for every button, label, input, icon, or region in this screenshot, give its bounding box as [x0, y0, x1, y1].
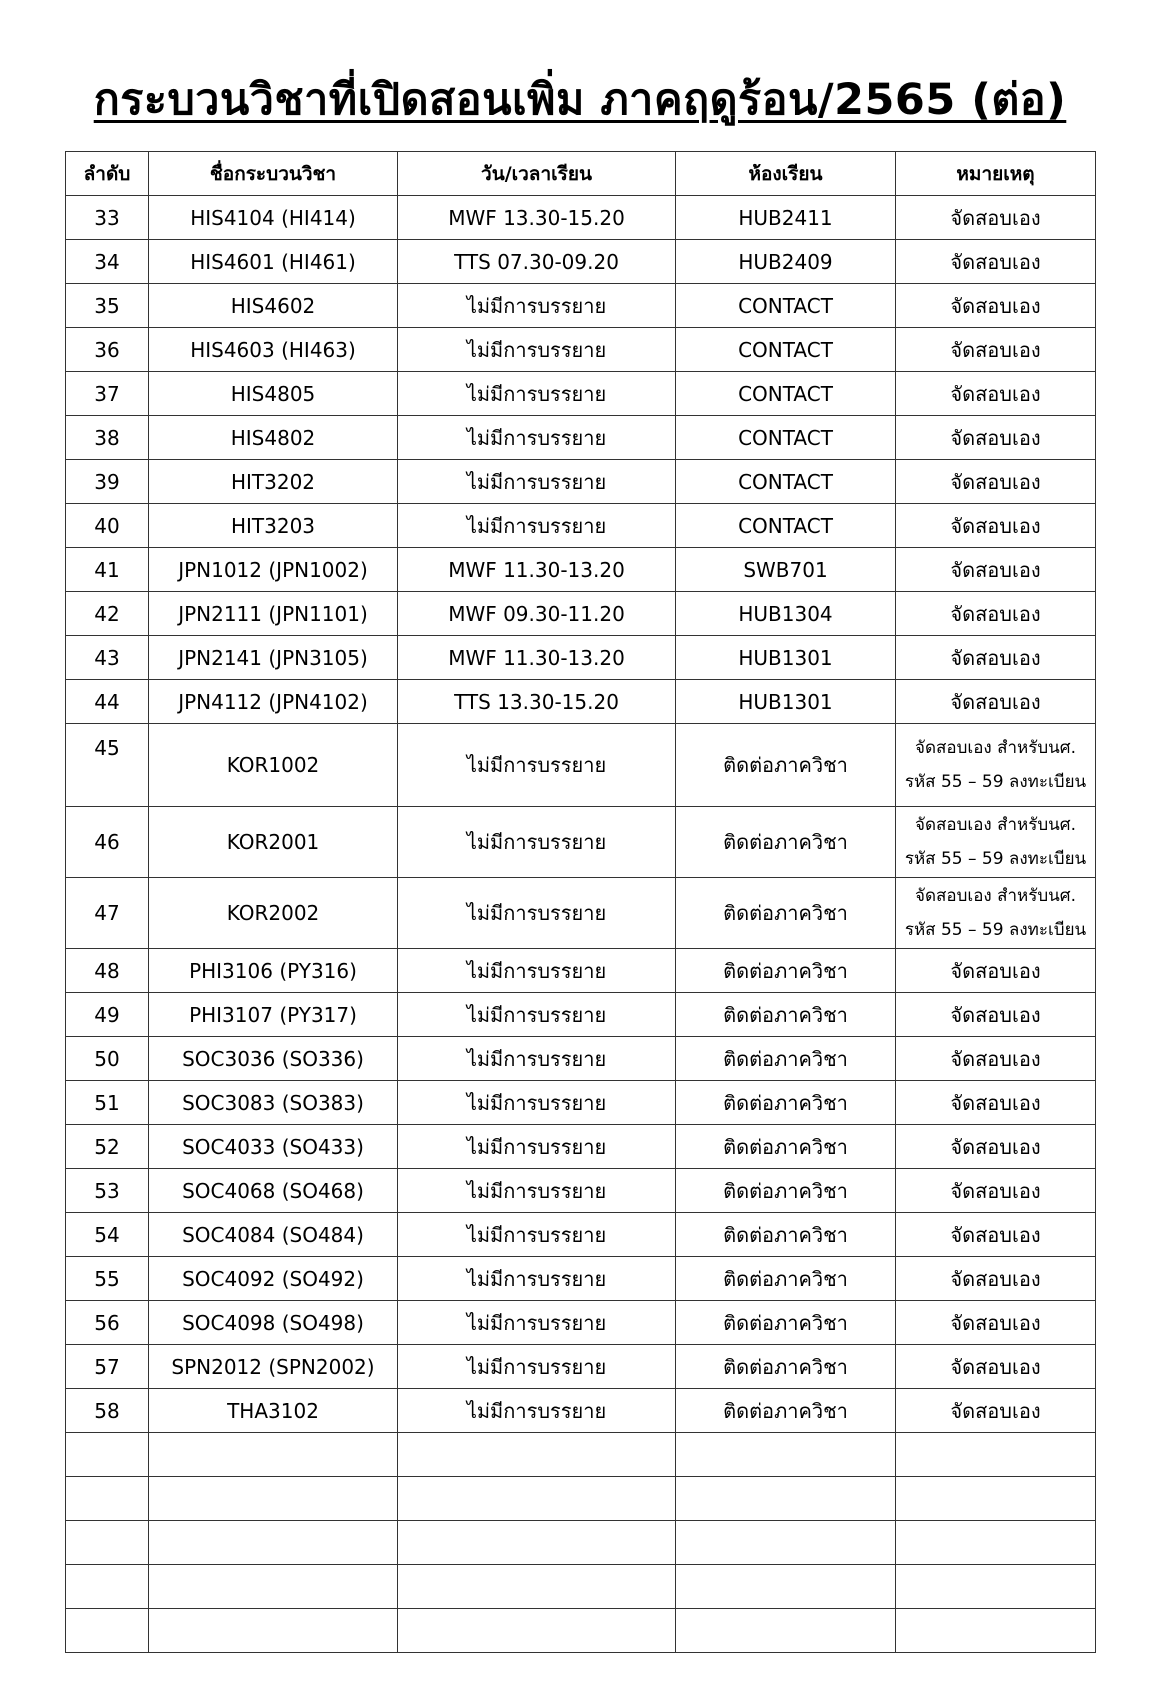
remark-line-1: จัดสอบเอง สำหรับนศ.: [915, 738, 1076, 758]
table-row: [66, 636, 1096, 680]
cell-room: ติดต่อภาควิชา: [676, 1081, 896, 1125]
cell-remark: จัดสอบเอง: [896, 993, 1096, 1037]
cell-course: KOR2001: [149, 807, 398, 878]
cell-remark: จัดสอบเอง: [896, 284, 1096, 328]
cell-order: 56: [66, 1301, 149, 1345]
cell-time: MWF 09.30-11.20: [398, 592, 676, 636]
cell-time: ไม่มีการบรรยาย: [398, 1125, 676, 1169]
empty-cell: [398, 1609, 676, 1653]
cell-room: SWB701: [676, 548, 896, 592]
cell-room: ติดต่อภาควิชา: [676, 1125, 896, 1169]
cell-remark: จัดสอบเอง: [896, 504, 1096, 548]
cell-room: ติดต่อภาควิชา: [676, 1301, 896, 1345]
cell-room: CONTACT: [676, 460, 896, 504]
empty-cell: [66, 1477, 149, 1521]
cell-remark: จัดสอบเอง: [896, 1389, 1096, 1433]
cell-course: HIS4601 (HI461): [149, 240, 398, 284]
cell-course: SOC4098 (SO498): [149, 1301, 398, 1345]
table-row: [66, 993, 1096, 1037]
empty-cell: [676, 1477, 896, 1521]
cell-time: ไม่มีการบรรยาย: [398, 328, 676, 372]
cell-order: 36: [66, 328, 149, 372]
cell-room: HUB2409: [676, 240, 896, 284]
cell-order: 41: [66, 548, 149, 592]
cell-remark: จัดสอบเอง: [896, 240, 1096, 284]
cell-course: THA3102: [149, 1389, 398, 1433]
header-course-name: ชื่อกระบวนวิชา: [149, 152, 398, 196]
table-row: [66, 1389, 1096, 1433]
cell-order: 46: [66, 807, 149, 878]
empty-cell: [676, 1565, 896, 1609]
cell-room: HUB1304: [676, 592, 896, 636]
cell-remark: จัดสอบเอง: [896, 1301, 1096, 1345]
header-day-time: วัน/เวลาเรียน: [398, 152, 676, 196]
cell-course: SOC4092 (SO492): [149, 1257, 398, 1301]
cell-room: ติดต่อภาควิชา: [676, 1389, 896, 1433]
cell-order: 34: [66, 240, 149, 284]
cell-course: HIT3202: [149, 460, 398, 504]
cell-order: 51: [66, 1081, 149, 1125]
cell-remark: จัดสอบเอง: [896, 1213, 1096, 1257]
cell-time: MWF 11.30-13.20: [398, 636, 676, 680]
table-row: [66, 240, 1096, 284]
cell-order: 35: [66, 284, 149, 328]
table-row: [66, 1257, 1096, 1301]
cell-room: ติดต่อภาควิชา: [676, 878, 896, 949]
cell-time: ไม่มีการบรรยาย: [398, 460, 676, 504]
cell-time: ไม่มีการบรรยาย: [398, 1081, 676, 1125]
cell-order: 39: [66, 460, 149, 504]
remark-line-2: รหัส 55 – 59 ลงทะเบียน: [904, 849, 1087, 869]
cell-remark: [896, 878, 1096, 949]
table-row: [66, 878, 1096, 949]
cell-remark: จัดสอบเอง: [896, 680, 1096, 724]
empty-cell: [398, 1565, 676, 1609]
table-row: [66, 416, 1096, 460]
cell-room: ติดต่อภาควิชา: [676, 1257, 896, 1301]
empty-cell: [896, 1521, 1096, 1565]
course-table: [65, 151, 1096, 1653]
cell-time: ไม่มีการบรรยาย: [398, 504, 676, 548]
cell-remark: จัดสอบเอง: [896, 548, 1096, 592]
remark-line-1: จัดสอบเอง สำหรับนศ.: [915, 815, 1076, 835]
cell-time: ไม่มีการบรรยาย: [398, 1169, 676, 1213]
empty-cell: [66, 1565, 149, 1609]
table-row: [66, 949, 1096, 993]
table-header-row: [66, 152, 1096, 196]
cell-time: TTS 07.30-09.20: [398, 240, 676, 284]
cell-remark: จัดสอบเอง: [896, 592, 1096, 636]
cell-room: ติดต่อภาควิชา: [676, 1213, 896, 1257]
cell-remark: จัดสอบเอง: [896, 416, 1096, 460]
cell-remark: จัดสอบเอง: [896, 196, 1096, 240]
cell-course: HIS4805: [149, 372, 398, 416]
cell-room: CONTACT: [676, 504, 896, 548]
empty-cell: [398, 1521, 676, 1565]
cell-room: ติดต่อภาควิชา: [676, 1169, 896, 1213]
cell-room: CONTACT: [676, 372, 896, 416]
cell-time: ไม่มีการบรรยาย: [398, 724, 676, 807]
empty-table-row: [66, 1521, 1096, 1565]
empty-cell: [149, 1565, 398, 1609]
empty-cell: [66, 1609, 149, 1653]
table-row: [66, 284, 1096, 328]
remark-line-1: จัดสอบเอง สำหรับนศ.: [915, 886, 1076, 906]
table-row: [66, 1213, 1096, 1257]
cell-room: ติดต่อภาควิชา: [676, 1037, 896, 1081]
cell-room: ติดต่อภาควิชา: [676, 724, 896, 807]
empty-cell: [676, 1609, 896, 1653]
empty-cell: [149, 1477, 398, 1521]
cell-remark: [896, 807, 1096, 878]
table-row: [66, 1037, 1096, 1081]
cell-remark: จัดสอบเอง: [896, 328, 1096, 372]
empty-cell: [676, 1433, 896, 1477]
cell-course: PHI3106 (PY316): [149, 949, 398, 993]
cell-time: ไม่มีการบรรยาย: [398, 1301, 676, 1345]
cell-order: 45: [66, 724, 149, 807]
cell-remark: จัดสอบเอง: [896, 1257, 1096, 1301]
header-order: ลำดับ: [66, 152, 149, 196]
cell-order: 52: [66, 1125, 149, 1169]
cell-order: 55: [66, 1257, 149, 1301]
cell-time: ไม่มีการบรรยาย: [398, 372, 676, 416]
cell-order: 57: [66, 1345, 149, 1389]
cell-room: ติดต่อภาควิชา: [676, 1345, 896, 1389]
cell-course: SOC3036 (SO336): [149, 1037, 398, 1081]
cell-room: CONTACT: [676, 284, 896, 328]
cell-time: MWF 13.30-15.20: [398, 196, 676, 240]
table-row: [66, 680, 1096, 724]
table-row: [66, 504, 1096, 548]
cell-course: HIT3203: [149, 504, 398, 548]
cell-course: JPN1012 (JPN1002): [149, 548, 398, 592]
cell-course: JPN2111 (JPN1101): [149, 592, 398, 636]
cell-remark: จัดสอบเอง: [896, 372, 1096, 416]
table-row: [66, 372, 1096, 416]
cell-course: HIS4802: [149, 416, 398, 460]
empty-cell: [149, 1433, 398, 1477]
empty-table-row: [66, 1565, 1096, 1609]
cell-course: SOC4068 (SO468): [149, 1169, 398, 1213]
empty-cell: [896, 1433, 1096, 1477]
cell-time: ไม่มีการบรรยาย: [398, 878, 676, 949]
empty-cell: [149, 1521, 398, 1565]
cell-order: 44: [66, 680, 149, 724]
cell-course: PHI3107 (PY317): [149, 993, 398, 1037]
cell-course: HIS4104 (HI414): [149, 196, 398, 240]
cell-order: 33: [66, 196, 149, 240]
cell-order: 48: [66, 949, 149, 993]
cell-order: 42: [66, 592, 149, 636]
empty-table-row: [66, 1477, 1096, 1521]
table-row: [66, 548, 1096, 592]
header-remark: หมายเหตุ: [896, 152, 1096, 196]
cell-order: 50: [66, 1037, 149, 1081]
page-title: กระบวนวิชาที่เปิดสอนเพิ่ม ภาคฤดูร้อน/2565 (ต่อ): [93, 75, 1067, 125]
cell-order: 53: [66, 1169, 149, 1213]
cell-room: CONTACT: [676, 328, 896, 372]
empty-cell: [66, 1433, 149, 1477]
cell-time: ไม่มีการบรรยาย: [398, 284, 676, 328]
cell-room: HUB1301: [676, 636, 896, 680]
cell-time: ไม่มีการบรรยาย: [398, 416, 676, 460]
cell-order: 47: [66, 878, 149, 949]
cell-remark: จัดสอบเอง: [896, 1081, 1096, 1125]
empty-cell: [896, 1609, 1096, 1653]
cell-course: SOC4084 (SO484): [149, 1213, 398, 1257]
cell-course: KOR2002: [149, 878, 398, 949]
empty-cell: [398, 1477, 676, 1521]
cell-course: SPN2012 (SPN2002): [149, 1345, 398, 1389]
cell-time: ไม่มีการบรรยาย: [398, 1345, 676, 1389]
empty-table-row: [66, 1609, 1096, 1653]
cell-course: JPN4112 (JPN4102): [149, 680, 398, 724]
table-row: [66, 1169, 1096, 1213]
empty-cell: [149, 1609, 398, 1653]
cell-order: 40: [66, 504, 149, 548]
empty-table-row: [66, 1433, 1096, 1477]
cell-time: ไม่มีการบรรยาย: [398, 1037, 676, 1081]
cell-time: ไม่มีการบรรยาย: [398, 949, 676, 993]
empty-cell: [398, 1433, 676, 1477]
cell-course: JPN2141 (JPN3105): [149, 636, 398, 680]
cell-time: ไม่มีการบรรยาย: [398, 1389, 676, 1433]
cell-order: 37: [66, 372, 149, 416]
cell-remark: จัดสอบเอง: [896, 1345, 1096, 1389]
cell-course: HIS4602: [149, 284, 398, 328]
table-row: [66, 1125, 1096, 1169]
cell-room: CONTACT: [676, 416, 896, 460]
cell-remark: จัดสอบเอง: [896, 1037, 1096, 1081]
table-row: [66, 807, 1096, 878]
cell-time: MWF 11.30-13.20: [398, 548, 676, 592]
cell-order: 43: [66, 636, 149, 680]
table-row: [66, 460, 1096, 504]
remark-line-2: รหัส 55 – 59 ลงทะเบียน: [904, 772, 1087, 792]
cell-time: ไม่มีการบรรยาย: [398, 1257, 676, 1301]
header-room: ห้องเรียน: [676, 152, 896, 196]
table-row: [66, 1345, 1096, 1389]
cell-room: HUB2411: [676, 196, 896, 240]
cell-time: ไม่มีการบรรยาย: [398, 807, 676, 878]
cell-course: SOC4033 (SO433): [149, 1125, 398, 1169]
empty-cell: [896, 1565, 1096, 1609]
table-row: [66, 592, 1096, 636]
remark-line-2: รหัส 55 – 59 ลงทะเบียน: [904, 920, 1087, 940]
cell-remark: จัดสอบเอง: [896, 1169, 1096, 1213]
cell-time: ไม่มีการบรรยาย: [398, 1213, 676, 1257]
cell-order: 58: [66, 1389, 149, 1433]
cell-time: TTS 13.30-15.20: [398, 680, 676, 724]
cell-order: 54: [66, 1213, 149, 1257]
table-row: [66, 1081, 1096, 1125]
table-row: [66, 724, 1096, 807]
table-row: [66, 196, 1096, 240]
cell-remark: จัดสอบเอง: [896, 1125, 1096, 1169]
cell-time: ไม่มีการบรรยาย: [398, 993, 676, 1037]
cell-order: 49: [66, 993, 149, 1037]
cell-remark: [896, 724, 1096, 807]
cell-remark: จัดสอบเอง: [896, 460, 1096, 504]
cell-room: ติดต่อภาควิชา: [676, 993, 896, 1037]
cell-remark: จัดสอบเอง: [896, 949, 1096, 993]
cell-room: ติดต่อภาควิชา: [676, 807, 896, 878]
empty-cell: [66, 1521, 149, 1565]
cell-room: ติดต่อภาควิชา: [676, 949, 896, 993]
empty-cell: [896, 1477, 1096, 1521]
cell-room: HUB1301: [676, 680, 896, 724]
cell-course: KOR1002: [149, 724, 398, 807]
table-row: [66, 328, 1096, 372]
cell-remark: จัดสอบเอง: [896, 636, 1096, 680]
cell-order: 38: [66, 416, 149, 460]
cell-course: SOC3083 (SO383): [149, 1081, 398, 1125]
table-row: [66, 1301, 1096, 1345]
empty-cell: [676, 1521, 896, 1565]
cell-course: HIS4603 (HI463): [149, 328, 398, 372]
